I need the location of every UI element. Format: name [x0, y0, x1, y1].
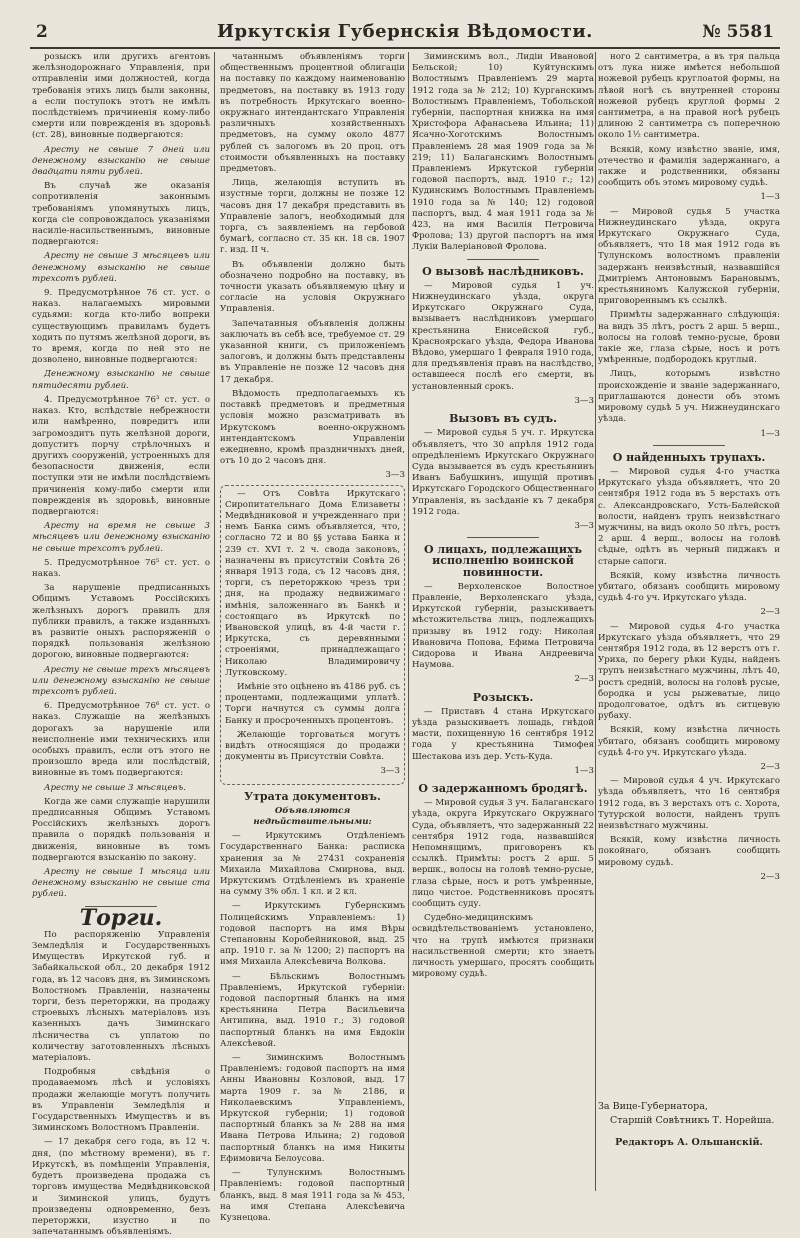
article-text: — Приставъ 4 стана Иркутскаго уѣзда разыскиваетъ лошадь, гнѣдой масти, похищенную 16 сентября 1912 года у крестьянина Тимофея Шестакова изъ дер. Усть-Куда.	[412, 706, 594, 762]
issue-stamp: 1—3	[574, 765, 594, 776]
section-heading-military: О лицахъ, подлежащихъ исполненію воинской повинности.	[423, 543, 582, 579]
article-text: Лица, желающія вступить въ изустные торги, должны не позже 12 часовъ дня 17 декабря представить въ Управленіе залогъ, необходимый для торга, съ заявленіемъ на гербовой бумагѣ, согласно ст. 35 кн. 18 св. 1907 г. изд. II ч.	[220, 178, 405, 256]
article-text: — Верхоленское Волостное Правленіе, Верхоленскаго уѣзда, Иркутской губерніи, разыскиваетъ мѣстожительства лицъ, подлежащихъ призыву въ 1912 году: Николая Ивановича Попова, Ефима Петровича Сидорова и Ивана Андреевича Наумова.	[412, 581, 594, 671]
column-3	[412, 52, 594, 1191]
article-text: — Мировой судья 4-го участка Иркутскаго уѣзда объявляетъ, что 29 сентября 1912 года, въ 12 верстъ отъ г. Уриха, по берегу рѣки Куды, найденъ трупъ неизвѣстнаго мужчины, лѣтъ 40, ростъ средній, волосы на головѣ русые, бородка и усы рыжеватые, лицо продолговатое, одѣтъ въ ситцевую рубаху.	[598, 621, 780, 722]
article-text: чатаннымъ объявленіямъ торги общественнымъ процентной облигаціи на поставку по каждому наименованію предметовъ, на поставку въ 1913 году въ потребность Иркутскаго военно-окружнаго интендантскаго Управленія различныхъ хозяйственныхъ предметовъ, на сумму около 4877 рублей съ залогомъ въ 20 проц. отъ стоимости объявленныхъ на поставку предметовъ.	[220, 52, 405, 175]
newspaper-title: Иркутскія Губернскія Вѣдомости.	[217, 21, 593, 42]
section-heading-loss: Утрата документовъ.	[244, 789, 381, 803]
editor-line: Редакторъ А. Ольшанскій.	[615, 1137, 763, 1148]
article-text: Когда же сами служащіе нарушили предписанныя Общимъ Уставомъ Россійскихъ желѣзныхъ дорогъ правила о порядкѣ пользованія и движенія, виновные въ томъ подвергаются взысканію по закону.	[32, 796, 210, 863]
article-text: Въ объявленіи должно быть обозначено подробно на поставку, въ точности указать объявляемую цѣну и согласіе на условія Окружнаго Управленія.	[220, 259, 405, 315]
section-heading-search: Розыскъ.	[472, 690, 534, 704]
article-text: Запечатанныя объявленія должны заключать въ себѣ все, требуемое ст. 29 указанной книги, съ приложеніемъ залоговъ, и должны быть представлены въ Управленіе не позже 12 часовъ дня 17 декабря.	[220, 318, 405, 385]
article-text: Подробныя свѣдѣнія о продаваемомъ лѣсѣ и условіяхъ продажи желающіе могутъ получить въ Управленіи Земледѣлія и Государственныхъ Имуществъ и въ Зиминскомъ Волостномъ Правленіи.	[32, 1067, 210, 1134]
signature-block	[598, 1100, 780, 1150]
article-text: Въ случаѣ же оказанія сопротивленія законнымъ требованіямъ упомянутыхъ лицъ, когда сіе сопровождалось указаніями насиліе-насильственнымъ, виновные подвергаются:	[32, 181, 210, 248]
issue-stamp: 1—3	[760, 428, 780, 439]
penalty-text: Денежному взысканію не свыше пятидесяти рублей.	[32, 369, 210, 391]
penalty-text: Аресту не свыше 7 дней или денежному взысканію не свыше двадцати пяти рублей.	[32, 144, 210, 178]
penalty-text: Аресту не свыше 3 мѣсяцевъ.	[44, 782, 186, 793]
page-number: 2	[36, 22, 48, 42]
column-divider	[408, 52, 409, 1191]
article-text: — Мировой судья 4 уч. Иркутскаго уѣзда объявляетъ, что 16 сентября 1912 года, въ 3 верстахъ отъ с. Хорота, Тутурской волости, найденъ трупъ неизвѣстнаго мужчины.	[598, 776, 780, 831]
article-text: — Мировой судья 5 участка Нижнеудинскаго уѣзда, округа Иркутскаго Окружнаго Суда, объявляетъ, что 18 мая 1912 года въ Тулунскомъ волостномъ правленіи задержанъ неизвѣстный, назвавшійся Дмитріемъ Антоновымъ Барановымъ, крестьяниномъ Калужской губерніи, приговореннымъ къ ссылкѣ.	[598, 206, 780, 307]
section-heading-bodies: О найденныхъ трупахъ.	[612, 450, 766, 464]
section-subheading: Объявляются недѣйствительными:	[253, 805, 372, 827]
article-text: 6. Предусмотрѣнное 76⁶ ст. уст. о наказ. Служащіе на желѣзныхъ дорогахъ за нарушеніе или неисполненіе ими техническихъ или особыхъ правилъ, если отъ этого не произошло вреда или послѣдствій, виновные въ томъ подвергаются:	[32, 701, 210, 779]
article-text: Лицъ, которымъ извѣстно происхожденіе и званіе задержаннаго, приглашаются донести объ этомъ мировому судьѣ 5 уч. Нижнеудинскаго уѣзда.	[598, 369, 780, 425]
header-rule	[30, 47, 780, 49]
penalty-text: Аресту на время не свыше 3 мѣсяцевъ или денежному взысканію не свыше трехсотъ рублей.	[32, 521, 210, 554]
article-text: Всякій, кому извѣстна личность убитаго, обязанъ сообщить мировому судьѣ 4-го уч. Иркутскаго уѣзда.	[598, 725, 780, 758]
article-text: — Иркутскимъ Отдѣленіемъ Государственнаго Банка: расписка хранения за № 27431 сохраненія Михаила Михайлова Смирнова, выд. Иркутскимъ Отдѣленіемъ въ храненіе на сумму 3% обл. 1 кл. и 2 кл.	[220, 831, 405, 898]
issue-stamp: 3—3	[574, 520, 594, 531]
sale-notice-box	[220, 485, 405, 785]
article-text: — 17 декабря сего года, въ 12 ч. дня, (по мѣстному времени), въ г. Иркутскѣ, въ помѣщеніи Управленія, будетъ произведена продажа съ торговъ имущества Медвѣдниковской и Зиминской улицъ, будутъ произведены одновременно, безъ переторжки, изустно и по запечатаннымъ объявленіямъ.	[32, 1137, 210, 1238]
article-text: Всякій, кому извѣстна личность убитаго, обязанъ сообщить мировому судьѣ 4-го уч. Иркутскаго уѣзда.	[598, 570, 780, 604]
section-heading-court: Вызовъ въ судъ.	[449, 412, 557, 426]
article-text: — Мировой судья 4-го участка Иркутскаго уѣзда объявляетъ, что 20 сентября 1912 года въ 5 верстахъ отъ с. Александровскаго, Усть-Балейской волости, найденъ трупъ неизвѣстнаго мужчины, на видъ около 50 лѣтъ, ростъ 2 арш. 4 верш., волосы на головѣ сѣдые, одѣтъ въ черный пиджакъ и старые сапоги.	[598, 466, 780, 567]
issue-stamp: 2—3	[760, 871, 780, 882]
sale-notice-text: Желающіе торговаться могутъ видѣть относящіяся до продажи документы въ Присутствіи Совѣта.	[225, 729, 400, 763]
article-text: 9. Предусмотрѣнное 76 ст. уст. о наказ. налагаемыхъ мировыми судьями: когда кто-либо вопреки существующимъ правиламъ будетъ ходить по путямъ желѣзной дороги, въ то время, когда по ней это не дозволено, виновные подвергаются:	[32, 288, 210, 366]
sale-notice-text: — Отъ Совѣта Иркутскаго Сиропитательнаго Дома Елизаветы Медвѣдниковой и учрежденнаго при немъ Банка симъ объявляется, что, согласно 72 и 80 §§ устава Банка и 239 ст. XVI т. 2 ч. свода законовъ, назначены въ присутствіи Совѣта 26 января 1913 года, съ 12 часовъ дня, торги, съ переторжкою чрезъ три дня, на продажу недвижимаго имѣнія, заложеннаго въ Банкѣ и состоящаго въ Иркутскѣ по Ивановской улицѣ, въ 4-й части г. Иркутска, съ деревянными строеніями, принадлежащаго Николаю Владимировичу Лутковскому.	[225, 488, 400, 678]
issue-stamp: 3—3	[385, 470, 405, 481]
issue-stamp: 3—3	[380, 766, 400, 777]
section-rule	[467, 259, 540, 260]
article-text: За нарушеніе предписанныхъ Общимъ Уставомъ Россійскихъ желѣзныхъ дорогъ правилъ для публики правилъ, а также изданныхъ въ развитіе оныхъ распоряженій о порядкѣ пользованія желѣзною дорогою, виновные подвергаются:	[32, 583, 210, 661]
issue-stamp: 2—3	[760, 761, 780, 772]
section-heading-torgi: Торги.	[79, 904, 163, 931]
page-header	[30, 18, 780, 48]
article-text: 4. Предусмотрѣнное 76³ ст. уст. о наказ. Кто, вслѣдствіе небрежности или намѣренно, повредитъ или загромоздитъ путь желѣзной дороги, допуститъ порчу стрѣлочныхъ и другихъ сооруженій, устроенныхъ для безопасности движенія, если поступки эти не имѣли послѣдствіемъ причиненія кому-либо смерти или поврежденія въ здоровьѣ, виновные подвергаются:	[32, 394, 210, 517]
issue-stamp: 1—3	[760, 192, 780, 203]
section-rule	[467, 537, 540, 538]
section-heading-heirs: О вызовѣ наслѣдниковъ.	[422, 264, 584, 278]
penalty-text: Аресту не свыше 3 мѣсяцевъ или денежному взысканію не свыше трехсотъ рублей.	[32, 251, 210, 284]
article-text: Всякій, кому извѣстна личность покойнаго, обязанъ сообщить мировому судьѣ.	[598, 835, 780, 868]
column-divider	[214, 52, 215, 1191]
signature-line: Старшій Совѣтникъ Т. Норейша.	[610, 1115, 775, 1126]
article-text: Судебно-медицинскимъ освидѣтельствованіемъ установлено, что на трупѣ имѣются признаки насильственной смерти; кто знаетъ личность умершаго, просятъ сообщить мировому судьѣ.	[412, 913, 594, 980]
article-text: По распоряженію Управленія Земледѣлія и Государственныхъ Имуществъ Иркутской губ. и Забайкальской обл., 20 декабря 1912 года, въ 12 часовъ дня, въ Зиминскомъ Волостномъ Правленіи, назначены торги, безъ переторжки, на продажу строевыхъ лѣсныхъ матеріаловъ изъ казенныхъ дачъ Зиминскаго лѣсничества съ уплатою по количеству заготовленныхъ лѣсныхъ матеріаловъ.	[32, 929, 210, 1064]
signature-line: За Вице-Губернатора,	[598, 1101, 708, 1112]
article-text: — Тулунскимъ Волостнымъ Правленіемъ: годовой паспортный бланкъ, выд. 8 мая 1911 года за № 453, на имя Степана Алексѣевича Кузнецова.	[220, 1168, 405, 1223]
article-text: ного 2 сантиметра, а въ тря пальца отъ лука ниже имѣется небольшой ножевой рубецъ круглоатой формы, на лѣвой ногѣ съ внутренней стороны ножевой рубецъ круглой формы 2 сантиметра, а на правой ногѣ рубецъ длиною 2 сантиметра съ поперечною около 1½ сантиметра.	[598, 52, 780, 141]
sale-notice-text: Имѣніе это оцѣнено въ 4186 руб. съ процентами, подлежащими уплатѣ. Торги начнутся съ суммы долга Банку и просроченныхъ процентовъ.	[225, 681, 400, 726]
column-1	[32, 52, 210, 1238]
section-heading-tramp: О задержанномъ бродягѣ.	[418, 781, 588, 795]
penalty-text: Аресту не свыше 1 мѣсяца или денежному взысканію не свыше ста рублей.	[32, 867, 210, 900]
article-text: Примѣты задержаннаго слѣдующія: на видъ 35 лѣтъ, ростъ 2 арш. 5 верш., волосы на головѣ темно-русые, брови такіе же, глаза сѣрые, носъ и ротъ умѣренные, подбородокъ круглый.	[598, 310, 780, 366]
issue-number: № 5581	[702, 22, 774, 42]
issue-stamp: 2—3	[574, 674, 594, 685]
penalty-text: Аресту не свыше трехъ мѣсяцевъ или денежному взысканію не свыше трехсотъ рублей.	[32, 664, 210, 697]
column-divider	[595, 52, 596, 1191]
section-rule	[653, 445, 726, 446]
article-text: Зиминскимъ вол., Лидіи Ивановой Бельской; 10) Куйтунскимъ Волостнымъ Правленіемъ 29 марта 1912 года за № 212; 10) Курганскимъ Волостнымъ Правленіемъ, Тобольской губерніи, паспортная книжка на имя Христофора Афанасьева Ильина; 11) Ясачно-Хоготскимъ Волостнымъ Правленіемъ 28 мая 1909 года за № 219; 11) Балаганскимъ Волостнымъ Правленіемъ Иркутской губерніи годовой паспортъ, выд. 1910 г.; 12) Кудинскимъ Волостнымъ Правленіемъ 1910 года за № 140; 12) годовой паспортъ, выд. 4 мая 1911 года за № 423, на имя Василія Петровича Фролова; 13) другой паспортъ на имя Лукіи Валеріановой Фролова.	[412, 52, 594, 253]
column-4	[598, 52, 780, 1051]
article-text: розыскъ или другихъ агентовъ желѣзнодорожнаго Управленія, при отправленіи ими должностей, когда требованія этихъ лицъ были законны, а если поступокъ этотъ не имѣлъ послѣдствіемъ причиненія кому-либо смерти или поврежденія въ здоровьѣ (ст. 28), виновные подвергаются:	[32, 52, 210, 141]
article-text: — Мировой судья 3 уч. Балаганскаго уѣзда, округа Иркутскаго Окружнаго Суда, объявляетъ, что задержанный 22 сентября 1912 года, назвавшійся Непомнящимъ, приговоренъ къ ссылкѣ. Примѣты: ростъ 2 арш. 5 вершк., волосы на головѣ темно-русые, глаза сѣрые, носъ и ротъ умѣренные, лицо чистое. Родственниковъ просятъ сообщить суду.	[412, 798, 594, 910]
issue-stamp: 3—3	[574, 395, 594, 406]
column-2	[220, 52, 405, 1223]
article-text: Всякій, кому извѣстно званіе, имя, отечество и фамилія задержаннаго, а также и родственники, обязаны сообщить объ этомъ мировому судьѣ.	[598, 144, 780, 189]
article-text: — Иркутскимъ Губернскимъ Полицейскимъ Управленіемъ: 1) годовой паспортъ на имя Вѣры Степановны Коробейниковой, выд. 25 апр. 1910 г. за № 1200; 2) паспортъ на имя Михаила Алексѣевича Волкова.	[220, 901, 405, 968]
article-text: Вѣдомость предполагаемыхъ къ поставкѣ предметовъ и предметныя условія можно разсматривать въ Иркутскомъ военно-окружномъ интендантскомъ Управленіи ежедневно, кромѣ праздничныхъ дней, отъ 10 до 2 часовъ дня.	[220, 388, 405, 467]
article-text: — Мировой судья 1 уч. Нижнеудинскаго уѣзда, округа Иркутскаго Окружнаго Суда, вызываетъ наслѣдниковъ умершаго крестьянина Енисейской губ., Красноярскаго уѣзда, Федора Иванова Вѣдово, умершаго 1 февраля 1910 года, для предъявленія правъ на наслѣдство, оставшееся послѣ его смерти, въ установленный срокъ.	[412, 280, 594, 392]
article-text: — Мировой судья 5 уч. г. Иркутска объявляетъ, что 30 апрѣля 1912 года опредѣленіемъ Иркутскаго Окружнаго Суда вызывается въ судъ крестьянинъ Иванъ Бабушкинъ, ищущій противъ Иркутскаго Городского Общественнаго Управленія, въ засѣданіе къ 7 декабря 1912 года.	[412, 428, 594, 517]
article-text: — Бѣльскимъ Волостнымъ Правленіемъ, Иркутской губерніи: годовой паспортный бланкъ на имя крестьянина Петра Васильевича Антипина, выд. 1910 г.; 3) годовой паспортный бланкъ на имя Евдокіи Алексѣевой.	[220, 971, 405, 1049]
issue-stamp: 2—3	[760, 607, 780, 618]
article-text: 5. Предусмотрѣнное 76⁵ ст. уст. о наказ.	[32, 557, 210, 579]
article-text: — Зиминскимъ Волостнымъ Правленіемъ: годовой паспортъ на имя Анны Ивановны Козловой, выд. 17 марта 1909 г. за № 2186, и Николаевскимъ Управленіемъ, Иркутской губерніи; 1) годовой паспортный бланкъ за № 288 на имя Ивана Петрова Ильина; 2) годовой паспортный бланкъ на имя Никиты Ефимовича Белоусова.	[220, 1053, 405, 1164]
